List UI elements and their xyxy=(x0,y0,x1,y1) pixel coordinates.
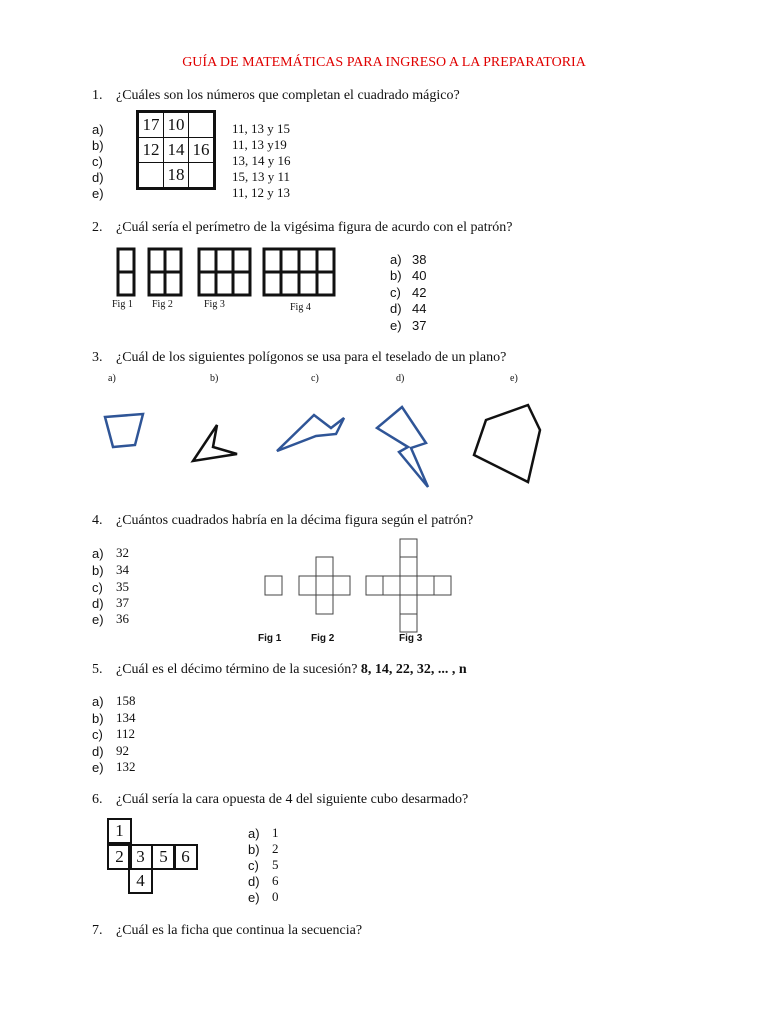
q5-text: ¿Cuál es el décimo término de la sucesión? xyxy=(116,662,358,677)
q1-letter-e: e) xyxy=(92,186,104,201)
q4-fig-2-label: Fig 2 xyxy=(311,633,335,644)
q3-letter-d: d) xyxy=(396,373,405,384)
q4-letter-c: c) xyxy=(92,580,103,595)
pattern-fig-2 xyxy=(299,557,350,614)
q3-letter-c: c) xyxy=(311,373,319,384)
q6-number: 6. xyxy=(92,792,103,807)
polygon-options xyxy=(0,395,768,495)
pattern-fig-3 xyxy=(366,539,451,632)
q1-option-b[interactable]: 11, 13 y19 xyxy=(232,137,287,152)
q5-option-e[interactable]: 132 xyxy=(116,759,136,774)
q1-text: ¿Cuáles son los números que completan el cuadrado mágico? xyxy=(116,88,460,103)
q6-letter-b: b) xyxy=(248,842,260,857)
q5-letter-b: b) xyxy=(92,711,104,726)
q4-text: ¿Cuántos cuadrados habría en la décima figura según el patrón? xyxy=(116,513,474,528)
net-face: 2 xyxy=(107,844,132,870)
net-face: 6 xyxy=(173,844,198,870)
q5-option-d[interactable]: 92 xyxy=(116,743,129,758)
q2-fig-3-label: Fig 3 xyxy=(204,299,225,310)
q5-sequence: 8, 14, 22, 32, ... , n xyxy=(360,662,467,677)
window-fig-1 xyxy=(118,249,134,295)
q4-option-e[interactable]: 36 xyxy=(116,611,129,626)
q6-option-d[interactable]: 6 xyxy=(272,873,279,888)
q6-letter-c: c) xyxy=(248,858,259,873)
polygon-c-boomerang xyxy=(277,415,344,451)
window-pattern-figures xyxy=(110,245,350,300)
q4-number: 4. xyxy=(92,513,103,528)
q6-option-c[interactable]: 5 xyxy=(272,857,279,872)
q3-letter-e: e) xyxy=(510,373,518,384)
pattern-fig-1 xyxy=(265,576,282,595)
q6-letter-d: d) xyxy=(248,874,260,889)
q4-option-d[interactable]: 37 xyxy=(116,595,129,610)
magic-cell xyxy=(189,113,214,138)
q2-option-a[interactable]: 38 xyxy=(412,252,427,267)
magic-cell: 10 xyxy=(164,113,189,138)
q1-option-c[interactable]: 13, 14 y 16 xyxy=(232,153,291,168)
q5-option-b[interactable]: 134 xyxy=(116,710,136,725)
q1-option-e[interactable]: 11, 12 y 13 xyxy=(232,185,291,200)
polygon-d-lightning xyxy=(377,407,428,487)
q4-fig-3-label: Fig 3 xyxy=(399,633,423,644)
q6-text: ¿Cuál sería la cara opuesta de 4 del siguiente cubo desarmado? xyxy=(116,792,469,807)
q3-letter-b: b) xyxy=(210,373,219,384)
q5-option-c[interactable]: 112 xyxy=(116,726,136,741)
q6-letter-a: a) xyxy=(248,826,260,841)
q5-number: 5. xyxy=(92,662,103,677)
magic-cell xyxy=(189,163,214,188)
q3-text: ¿Cuál de los siguientes polígonos se usa para el teselado de un plano? xyxy=(116,350,507,365)
q2-fig-4-label: Fig 4 xyxy=(290,302,311,313)
q1-letter-a: a) xyxy=(92,122,104,137)
q2-option-c[interactable]: 42 xyxy=(412,285,427,300)
polygon-e-pentagon xyxy=(474,405,540,482)
window-fig-3 xyxy=(199,249,250,295)
q1-option-d[interactable]: 15, 13 y 11 xyxy=(232,169,291,184)
q2-option-d[interactable]: 44 xyxy=(412,301,427,316)
q4-letter-b: b) xyxy=(92,563,104,578)
q4-option-b[interactable]: 34 xyxy=(116,562,129,577)
q6-letter-e: e) xyxy=(248,890,260,905)
net-face: 1 xyxy=(107,818,132,844)
q7-text: ¿Cuál es la ficha que continua la secuencia? xyxy=(116,923,363,938)
window-fig-2 xyxy=(149,249,181,295)
q4-option-a[interactable]: 32 xyxy=(116,545,129,560)
q4-letter-d: d) xyxy=(92,596,104,611)
q1-letter-d: d) xyxy=(92,170,104,185)
q3-number: 3. xyxy=(92,350,103,365)
page-title: GUÍA DE MATEMÁTICAS PARA INGRESO A LA PREPARATORIA xyxy=(182,55,586,70)
q2-text: ¿Cuál sería el perímetro de la vigésima figura de acurdo con el patrón? xyxy=(116,220,513,235)
magic-cell xyxy=(139,163,164,188)
q1-option-a[interactable]: 11, 13 y 15 xyxy=(232,121,291,136)
q2-option-e[interactable]: 37 xyxy=(412,318,427,333)
q5-text-line xyxy=(116,662,467,678)
q4-fig-1-label: Fig 1 xyxy=(258,633,282,644)
q5-letter-e: e) xyxy=(92,760,104,775)
q2-option-b[interactable]: 40 xyxy=(412,268,427,283)
q4-letter-a: a) xyxy=(92,546,104,561)
q6-option-e[interactable]: 0 xyxy=(272,889,279,904)
polygon-b-arrowhead xyxy=(193,425,237,461)
square-pattern-figures xyxy=(260,536,460,636)
net-face: 4 xyxy=(128,868,153,894)
q5-letter-a: a) xyxy=(92,694,104,709)
q2-fig-1-label: Fig 1 xyxy=(112,299,133,310)
q5-option-a[interactable]: 158 xyxy=(116,693,136,708)
magic-cell: 17 xyxy=(139,113,164,138)
q2-number: 2. xyxy=(92,220,103,235)
q5-letter-d: d) xyxy=(92,744,104,759)
q5-letter-c: c) xyxy=(92,727,103,742)
q2-letter-a: a) xyxy=(390,252,402,267)
q2-letter-e: e) xyxy=(390,318,402,333)
q7-number: 7. xyxy=(92,923,103,938)
q4-letter-e: e) xyxy=(92,612,104,627)
window-fig-4 xyxy=(264,249,334,295)
magic-cell: 14 xyxy=(164,138,189,163)
q2-letter-d: d) xyxy=(390,301,402,316)
q1-letter-c: c) xyxy=(92,154,103,169)
magic-cell: 18 xyxy=(164,163,189,188)
q6-option-b[interactable]: 2 xyxy=(272,841,279,856)
q6-option-a[interactable]: 1 xyxy=(272,825,279,840)
q1-number: 1. xyxy=(92,88,103,103)
net-face: 5 xyxy=(151,844,176,870)
q3-letter-a: a) xyxy=(108,373,116,384)
q1-letter-b: b) xyxy=(92,138,104,153)
q4-option-c[interactable]: 35 xyxy=(116,579,129,594)
q2-fig-2-label: Fig 2 xyxy=(152,299,173,310)
magic-square xyxy=(136,110,216,190)
polygon-a-trapezoid xyxy=(105,414,143,447)
q2-letter-c: c) xyxy=(390,285,401,300)
magic-cell: 16 xyxy=(189,138,214,163)
magic-cell: 12 xyxy=(139,138,164,163)
net-face: 3 xyxy=(128,844,153,870)
q2-letter-b: b) xyxy=(390,268,402,283)
